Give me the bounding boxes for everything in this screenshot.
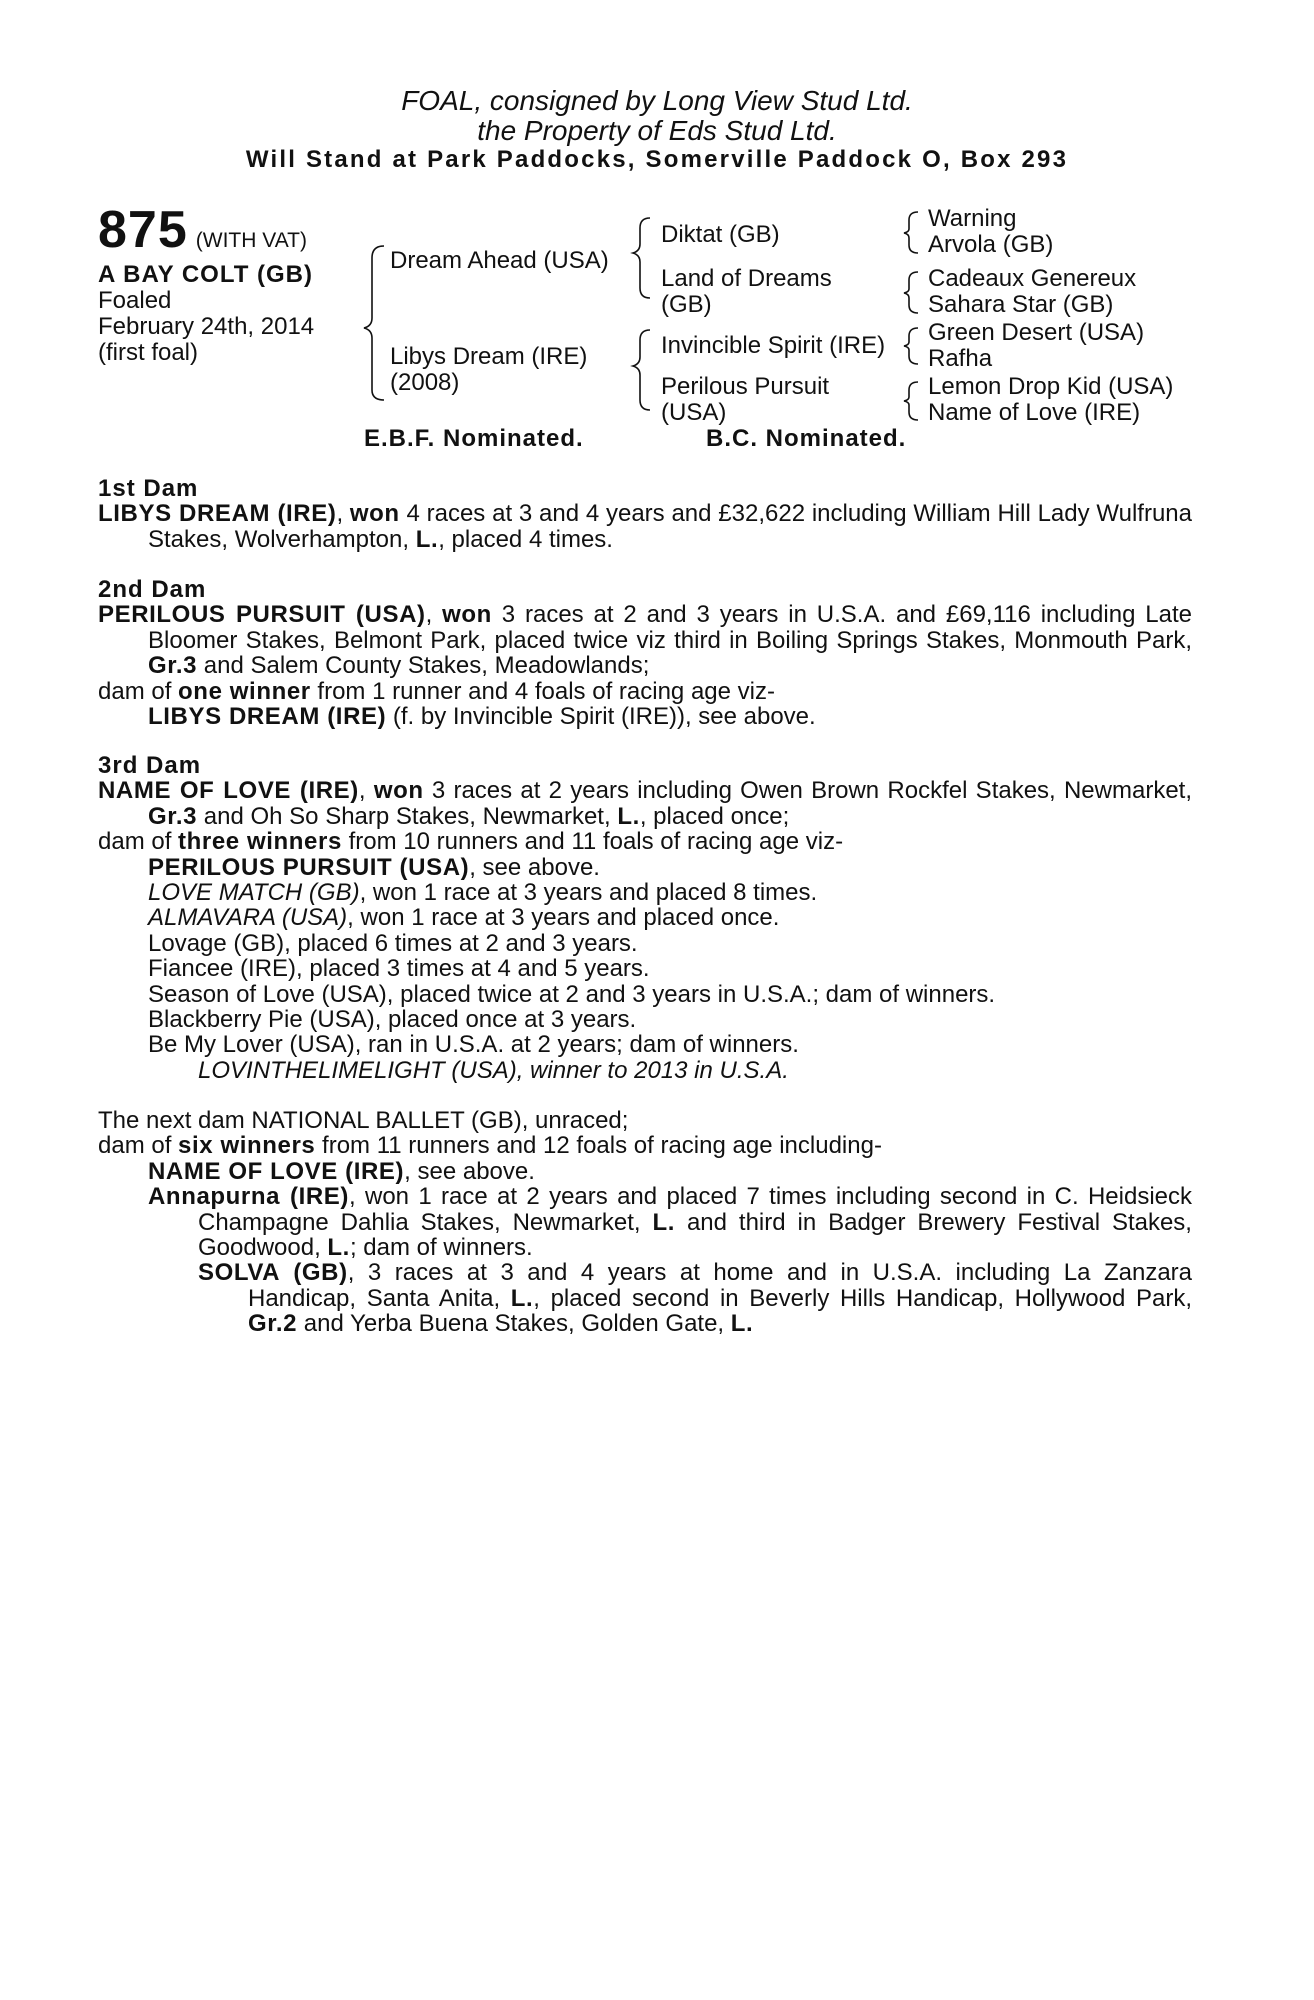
progeny-text: , won 1 race at 2 years and placed 7 times including second in C. Heidsieck Champagne Dahlia Stakes, Newmarket, [198, 1183, 1192, 1236]
listed-label: L. [652, 1208, 676, 1236]
record-text: 3 races at 2 years including Owen Brown Rockfel Stakes, Newmarket, [423, 777, 1192, 805]
dam-line-2: (2008) [390, 369, 460, 396]
sire-sire: Diktat (GB) [661, 221, 780, 248]
group-label: Gr.2 [248, 1310, 298, 1338]
progeny-text: and Yerba Buena Stakes, Golden Gate, [297, 1310, 731, 1338]
text: from 1 runner and 4 foals of racing age viz- [310, 677, 775, 705]
second-dam-produce-summary [98, 679, 1192, 704]
text: dam of [98, 1132, 179, 1160]
second-dam-record: PERILOUS PURSUIT (USA), won 3 races at 2 and 3 years in U.S.A. and £69,116 including Late Bloomer Stakes, Belmont Park, placed twice viz third in Boiling Springs Stakes, Monmouth Park, Gr.3 and Salem County Stakes, Meadowlands; [98, 601, 1192, 680]
first-foal-note: (first foal) [98, 339, 199, 366]
progeny-name: NAME OF LOVE (IRE) [148, 1157, 405, 1185]
first-dam-heading: 1st Dam [98, 475, 199, 502]
grand-progeny-item [98, 1260, 1192, 1336]
progeny-item: Lovage (GB), placed 6 times at 2 and 3 years. [148, 929, 638, 957]
text: from 10 runners and 11 foals of racing age viz- [341, 828, 844, 856]
first-dam-record: LIBYS DREAM (IRE), won 4 races at 3 and 4 years and £32,622 including William Hill Lady Wulfruna Stakes, Wolverhampton, L., placed 4 times. [98, 500, 1193, 553]
progeny-text: , won 1 race at 3 years and placed 8 times. [359, 879, 818, 907]
progeny-item [98, 855, 1192, 880]
second-dam-heading: 2nd Dam [98, 576, 207, 603]
dam-line-1: Libys Dream (IRE) [390, 343, 588, 370]
sire-dam-line-2: (GB) [661, 291, 712, 318]
second-dam-section [98, 577, 1192, 729]
progeny-name: LOVINTHELIMELIGHT (USA) [198, 1056, 517, 1084]
winner-count: one winner [178, 677, 311, 705]
great-grandparent-8: Name of Love (IRE) [928, 399, 1141, 426]
listed-label: L. [510, 1284, 534, 1312]
progeny-text: , won 1 race at 3 years and placed once. [347, 904, 780, 932]
progeny-text: and third in Badger Brewery Festival Stakes, Goodwood, [198, 1208, 1192, 1262]
second-dam-progeny [98, 704, 1192, 729]
won-label: won [373, 777, 424, 805]
first-dam-name: LIBYS DREAM (IRE) [98, 500, 337, 528]
listed-label: L. [617, 802, 640, 830]
winner-count: six winners [178, 1132, 316, 1160]
great-grandparent-6: Rafha [928, 345, 993, 372]
second-dam-name: PERILOUS PURSUIT (USA) [98, 601, 426, 629]
great-grandparent-1: Warning [928, 205, 1017, 232]
ebf-nomination: E.B.F. Nominated. [364, 425, 584, 452]
record-text: and Oh So Sharp Stakes, Newmarket, [197, 802, 618, 830]
progeny-item: Be My Lover (USA), ran in U.S.A. at 2 years; dam of winners. [148, 1031, 799, 1059]
progeny-name: LIBYS DREAM (IRE) [148, 703, 387, 731]
dam-dam-line-2: (USA) [661, 399, 727, 426]
great-grandparent-5: Green Desert (USA) [928, 319, 1145, 346]
progeny-item [98, 1159, 1192, 1184]
vat-note: (WITH VAT) [195, 229, 307, 252]
progeny-item: Fiancee (IRE), placed 3 times at 4 and 5 years. [148, 955, 650, 983]
progeny-name: PERILOUS PURSUIT (USA) [148, 853, 470, 881]
progeny-text: (f. by Invincible Spirit (IRE)), see above. [386, 703, 816, 731]
great-grandparent-2: Arvola (GB) [928, 231, 1054, 258]
dam-dam-line-1: Perilous Pursuit [661, 373, 830, 400]
record-text: and Salem County Stakes, Meadowlands; [197, 652, 650, 680]
group-label: Gr.3 [148, 802, 198, 830]
third-dam-section [98, 753, 1192, 1083]
progeny-name: SOLVA (GB) [198, 1259, 348, 1287]
progeny-item: Blackberry Pie (USA), placed once at 3 years. [148, 1006, 637, 1034]
group-label: Gr.3 [148, 652, 198, 680]
next-dam-line: The next dam NATIONAL BALLET (GB), unraced; [98, 1107, 629, 1134]
record-text: , placed 4 times. [438, 525, 613, 553]
dam-sire: Invincible Spirit (IRE) [661, 332, 886, 359]
third-dam-name: NAME OF LOVE (IRE) [98, 777, 359, 805]
progeny-text: , 3 races at 3 and 4 years at home and in U.S.A. including La Zanzara Handicap, Santa Anita, [248, 1259, 1193, 1312]
third-dam-produce-summary [98, 829, 1192, 854]
record-text: 4 races at 3 and 4 years and £32,622 including William Hill Lady Wulfruna Stakes, Wolverhampton, [148, 500, 1193, 553]
text: from 11 runners and 12 foals of racing age including- [315, 1132, 882, 1160]
great-grandparent-3: Cadeaux Genereux [928, 265, 1137, 292]
progeny-text: ; dam of winners. [349, 1234, 533, 1262]
progeny-name: Annapurna (IRE) [148, 1183, 349, 1211]
listed-label: L. [730, 1310, 754, 1338]
sire-dam-line-1: Land of Dreams [661, 265, 832, 292]
winner-count: three winners [178, 828, 342, 856]
progeny-item [98, 905, 1192, 930]
first-dam-section [98, 476, 1192, 552]
won-label: won [442, 601, 492, 629]
won-label: won [349, 500, 400, 528]
property-line: the Property of Eds Stud Ltd. [477, 115, 837, 146]
sire: Dream Ahead (USA) [390, 247, 609, 274]
progeny-name: LOVE MATCH (GB) [148, 879, 360, 907]
lot-number: 875 [98, 201, 188, 259]
third-dam-heading: 3rd Dam [98, 752, 202, 779]
listed-label: L. [415, 525, 439, 553]
bc-nomination: B.C. Nominated. [706, 425, 907, 452]
great-grandparent-7: Lemon Drop Kid (USA) [928, 373, 1174, 400]
next-dam-produce-summary [98, 1133, 1192, 1158]
great-grandparent-4: Sahara Star (GB) [928, 291, 1114, 318]
text: dam of [98, 677, 179, 705]
consignor-line: FOAL, consigned by Long View Stud Ltd. [401, 85, 913, 116]
foaled-date: February 24th, 2014 [98, 313, 315, 340]
lot-title: A BAY COLT (GB) [98, 261, 314, 288]
progeny-text: , winner to 2013 in U.S.A. [516, 1056, 789, 1084]
progeny-text: , placed second in Beverly Hills Handicap, Hollywood Park, [533, 1284, 1192, 1312]
progeny-name: ALMAVARA (USA) [148, 904, 348, 932]
progeny-item: Season of Love (USA), placed twice at 2 and 3 years in U.S.A.; dam of winners. [148, 980, 996, 1008]
listed-label: L. [327, 1234, 350, 1262]
third-dam-record: NAME OF LOVE (IRE), won 3 races at 2 years including Owen Brown Rockfel Stakes, Newmarket, Gr.3 and Oh So Sharp Stakes, Newmarket, L., placed once; [98, 777, 1192, 830]
stand-location: Will Stand at Park Paddocks, Somerville Paddock O, Box 293 [245, 146, 1069, 173]
foaled-label: Foaled [98, 287, 172, 314]
record-text: 3 races at 2 and 3 years in U.S.A. and £69,116 including Late Bloomer Stakes, Belmont Park, placed twice viz third in Boiling Springs Stakes, Monmouth Park, [148, 601, 1192, 654]
progeny-item [98, 880, 1192, 905]
progeny-text: , see above. [469, 853, 600, 881]
progeny-item [98, 1184, 1192, 1260]
record-text: , placed once; [639, 802, 790, 830]
next-dam-section [98, 1108, 1192, 1337]
text: dam of [98, 828, 179, 856]
grand-progeny-item [98, 1058, 1192, 1083]
progeny-text: , see above. [404, 1157, 535, 1185]
